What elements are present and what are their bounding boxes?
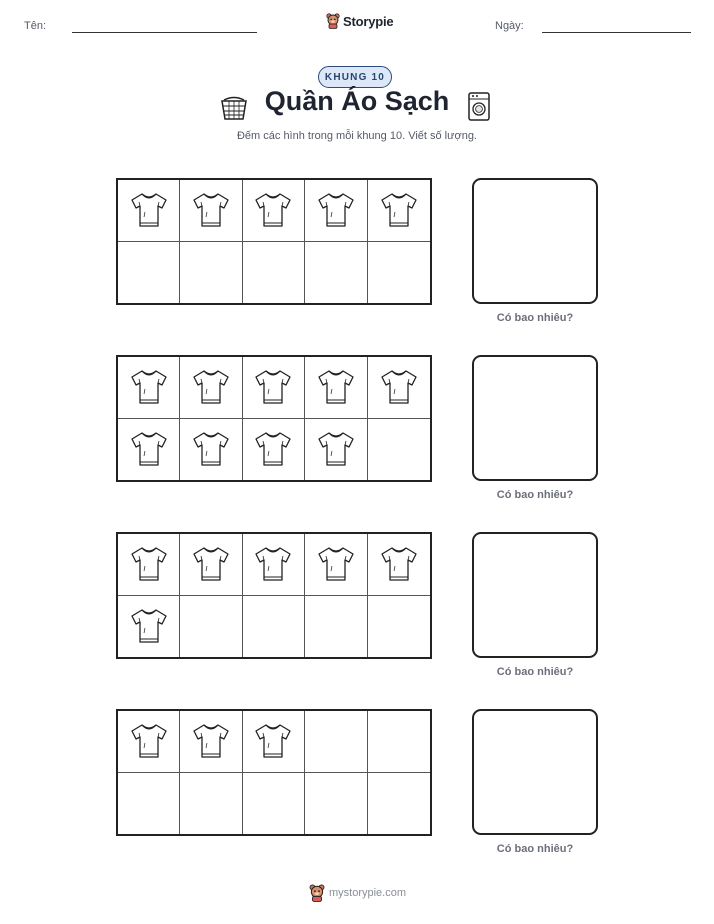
frame-cell [118, 180, 180, 242]
ten-frame-1 [116, 178, 432, 305]
t-shirt-icon [190, 721, 232, 761]
answer-box-4[interactable] [472, 709, 598, 835]
question-label-2: Có bao nhiêu? [496, 489, 574, 501]
t-shirt-icon [128, 544, 170, 584]
t-shirt-icon [378, 367, 420, 407]
t-shirt-icon [128, 606, 170, 646]
instructions: Đếm các hình trong mỗi khung 10. Viết số lượng. [236, 130, 477, 142]
t-shirt-icon [128, 429, 170, 469]
frame-cell [243, 180, 305, 242]
frame-cell [243, 773, 305, 835]
frame-cell [368, 596, 430, 658]
frame-cell [368, 711, 430, 773]
t-shirt-icon [190, 544, 232, 584]
frame-cell [305, 711, 367, 773]
frame-cell [180, 534, 242, 596]
frame-cell [243, 357, 305, 419]
question-label-4: Có bao nhiêu? [496, 843, 574, 855]
frame-cell [305, 180, 367, 242]
frame-cell [368, 419, 430, 481]
brand-logo [326, 13, 393, 29]
frame-cell [118, 357, 180, 419]
frame-cell [305, 419, 367, 481]
frame-cell [118, 534, 180, 596]
question-label-3: Có bao nhiêu? [496, 666, 574, 678]
t-shirt-icon [252, 544, 294, 584]
bear-mascot-icon [326, 13, 340, 29]
t-shirt-icon [252, 190, 294, 230]
frame-cell [243, 242, 305, 304]
t-shirt-icon [128, 721, 170, 761]
footer [309, 884, 406, 902]
brand-name: Storypie [343, 13, 394, 29]
frame-cell [368, 773, 430, 835]
t-shirt-icon [315, 367, 357, 407]
t-shirt-icon [315, 429, 357, 469]
frame-cell [118, 419, 180, 481]
t-shirt-icon [378, 190, 420, 230]
frame-cell [368, 242, 430, 304]
frame-cell [118, 242, 180, 304]
t-shirt-icon [315, 190, 357, 230]
ten-frame-2 [116, 355, 432, 482]
ten-frame-4 [116, 709, 432, 836]
frame-cell [305, 596, 367, 658]
frame-cell [180, 180, 242, 242]
washing-machine-icon [464, 90, 494, 122]
answer-box-1[interactable] [472, 178, 598, 304]
frame-cell [180, 711, 242, 773]
t-shirt-icon [190, 190, 232, 230]
date-field[interactable] [542, 32, 691, 33]
frame-cell [180, 773, 242, 835]
frame-cell [243, 419, 305, 481]
t-shirt-icon [378, 544, 420, 584]
frame-cell [243, 596, 305, 658]
frame-cell [243, 534, 305, 596]
t-shirt-icon [128, 190, 170, 230]
bear-mascot-icon [309, 884, 325, 902]
t-shirt-icon [190, 367, 232, 407]
ten-frame-3 [116, 532, 432, 659]
t-shirt-icon [252, 721, 294, 761]
date-label: Ngày: [495, 20, 524, 32]
frame-cell [305, 534, 367, 596]
ten-frame-badge: KHUNG 10 [318, 66, 392, 88]
frame-cell [368, 357, 430, 419]
frame-cell [368, 534, 430, 596]
t-shirt-icon [128, 367, 170, 407]
t-shirt-icon [315, 544, 357, 584]
frame-cell [180, 242, 242, 304]
frame-cell [243, 711, 305, 773]
footer-url: mystorypie.com [329, 887, 407, 899]
name-label: Tên: [24, 20, 47, 32]
frame-cell [118, 596, 180, 658]
frame-cell [118, 773, 180, 835]
frame-cell [180, 357, 242, 419]
name-field[interactable] [72, 32, 257, 33]
t-shirt-icon [190, 429, 232, 469]
frame-cell [180, 419, 242, 481]
frame-cell [305, 773, 367, 835]
question-label-1: Có bao nhiêu? [496, 312, 574, 324]
answer-box-3[interactable] [472, 532, 598, 658]
frame-cell [305, 242, 367, 304]
frame-cell [180, 596, 242, 658]
frame-cell [305, 357, 367, 419]
t-shirt-icon [252, 429, 294, 469]
answer-box-2[interactable] [472, 355, 598, 481]
t-shirt-icon [252, 367, 294, 407]
frame-cell [368, 180, 430, 242]
frame-cell [118, 711, 180, 773]
page-title: Quần Áo Sạch [264, 86, 450, 116]
